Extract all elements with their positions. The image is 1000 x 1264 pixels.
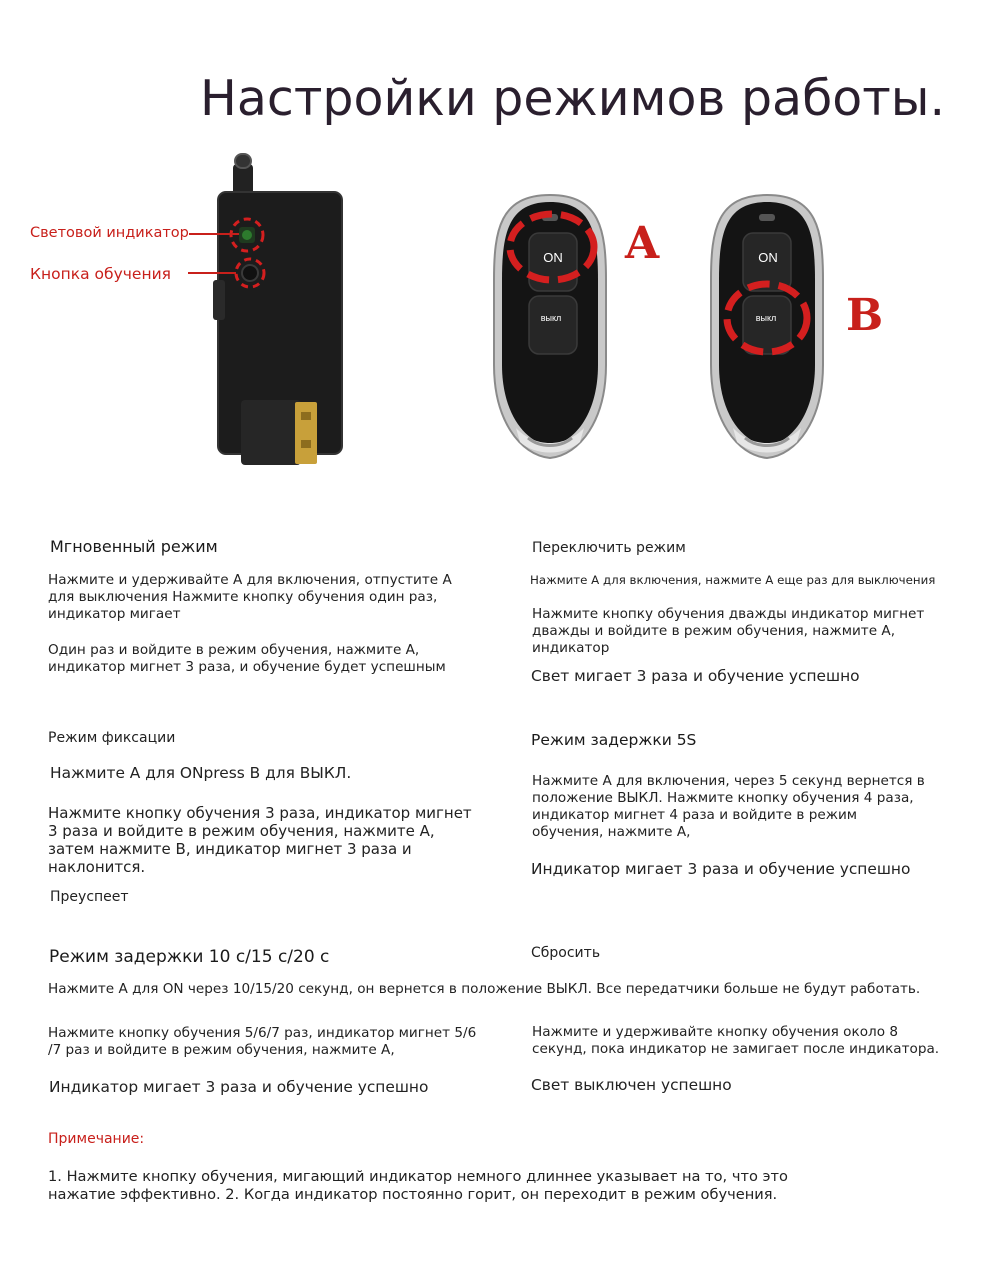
reset-result: Свет выключен успешно xyxy=(531,1076,732,1094)
reset-heading: Сбросить xyxy=(531,945,601,961)
page-title: Настройки режимов работы. xyxy=(200,70,946,127)
delay10-mode-result: Индикатор мигает 3 раза и обучение успешно xyxy=(49,1078,429,1096)
toggle-mode-result: Свет мигает 3 раза и обучение успешно xyxy=(531,667,860,685)
led-callout-line xyxy=(189,233,239,235)
remote-a-letter: A xyxy=(625,218,660,269)
delay10-mode-line1: Нажмите A для ON через 10/15/20 секунд, он вернется в положение ВЫКЛ. Все передатчики больше не будут работать. xyxy=(48,981,921,997)
toggle-mode-line1: Нажмите A для включения, нажмите A еще раз для выключения xyxy=(530,573,936,587)
toggle-mode-text: Нажмите кнопку обучения дважды индикатор мигнет дважды и войдите в режим обучения, нажмите A, индикатор xyxy=(532,606,925,656)
remote-a-off-button xyxy=(529,296,577,354)
latch-mode-text: Нажмите кнопку обучения 3 раза, индикатор мигнет 3 раза и войдите в режим обучения, нажмите A, затем нажмите B, индикатор мигнет 3 раза и наклонится. xyxy=(48,804,472,876)
delay10-mode-text: Нажмите кнопку обучения 5/6/7 раз, индикатор мигнет 5/6 /7 раз и войдите в режим обучения, нажмите A, xyxy=(48,1025,477,1058)
receiver-learn-button xyxy=(242,265,258,281)
reset-text: Нажмите и удерживайте кнопку обучения около 8 секунд, пока индикатор не замигает после индикатора. xyxy=(532,1024,940,1057)
learn-button-callout-line xyxy=(188,272,236,274)
latch-mode-line1: Нажмите A для ONpress B для ВЫКЛ. xyxy=(50,764,352,782)
instant-mode-heading: Мгновенный режим xyxy=(50,537,218,556)
delay10-mode-heading: Режим задержки 10 с/15 с/20 с xyxy=(49,947,330,967)
remote-a-off-label: выкл xyxy=(540,313,562,323)
note-title: Примечание: xyxy=(48,1131,145,1147)
receiver-image xyxy=(205,150,355,475)
delay5-mode-heading: Режим задержки 5S xyxy=(531,731,697,749)
instant-mode-text: Нажмите и удерживайте A для включения, отпустите A для выключения Нажмите кнопку обучения один раз, индикатор мигает Один раз и войдите в режим обучения, нажмите A, индикатор мигнет 3 раза, и обучение будет успешным xyxy=(48,572,452,675)
remote-b-off-label: выкл xyxy=(755,313,777,323)
led-callout-label: Световой индикатор xyxy=(30,225,189,241)
remote-b-letter: B xyxy=(846,290,884,341)
learn-button-callout-label: Кнопка обучения xyxy=(30,265,171,283)
delay5-mode-text: Нажмите A для включения, через 5 секунд вернется в положение ВЫКЛ. Нажмите кнопку обучения 4 раза, индикатор мигнет 4 раза и войдите в режим обучения, нажмите A, xyxy=(532,773,925,840)
remote-b-image xyxy=(697,190,837,465)
latch-mode-heading: Режим фиксации xyxy=(48,730,176,746)
remote-a-image xyxy=(480,190,620,465)
note-text: 1. Нажмите кнопку обучения, мигающий индикатор немного длиннее указывает на то, что это нажатие эффективно. 2. Когда индикатор постоянно горит, он переходит в режим обучения. xyxy=(48,1168,788,1203)
toggle-mode-heading: Переключить режим xyxy=(532,540,686,556)
latch-mode-result: Преуспеет xyxy=(50,889,129,905)
remote-b-on-label: ON xyxy=(758,250,778,265)
delay5-mode-result: Индикатор мигает 3 раза и обучение успешно xyxy=(531,860,911,878)
remote-a-on-label: ON xyxy=(543,250,563,265)
